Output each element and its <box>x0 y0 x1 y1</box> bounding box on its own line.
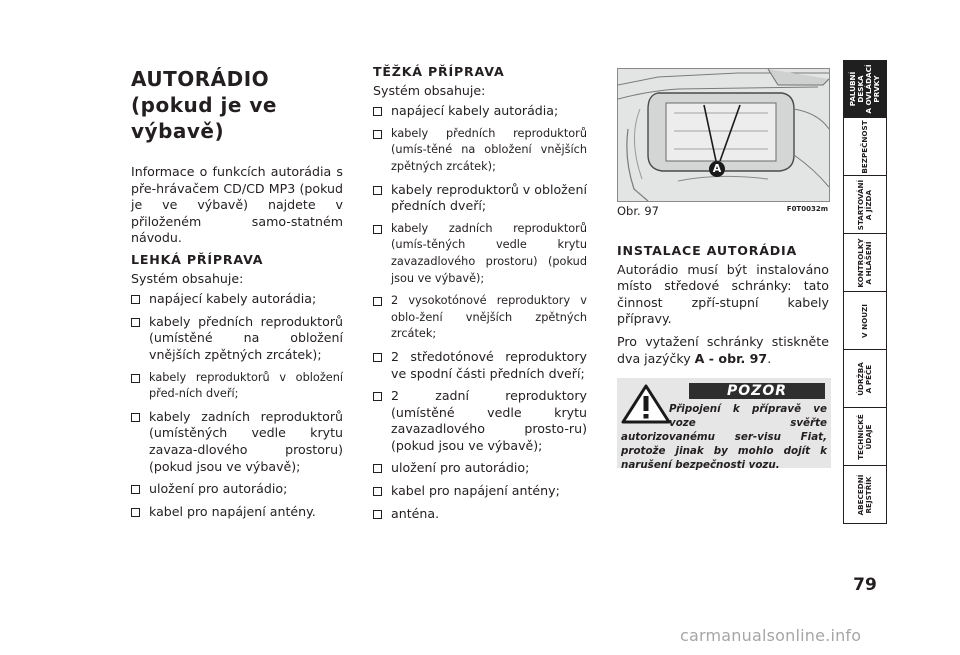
watermark: carmanualsonline.info <box>680 626 862 645</box>
list-item: kabel pro napájení antény; <box>373 483 587 500</box>
installation-paragraph-2: Pro vytažení schránky stiskněte dva jazýčky A - obr. 97. <box>617 333 829 366</box>
list-item: 2 zadní reproduktory (umístěné vedle krytu zavazadlového prosto-ru) (pokud jsou ve výbavě); <box>373 388 587 454</box>
bullet-list-light <box>131 291 343 520</box>
installation-section <box>617 243 829 367</box>
tab-emergency[interactable]: V NOUZI <box>843 292 887 350</box>
figure-number: Obr. 97 <box>617 204 659 218</box>
list-item: kabely zadních reproduktorů (umístěných vedle krytu zavaza-dlového prostoru) (pokud jsou ve výbavě); <box>131 409 343 475</box>
list-item: 2 středotónové reproduktory ve spodní části předních dveří; <box>373 349 587 382</box>
checkbox-bullet-icon <box>373 353 382 362</box>
checkbox-bullet-icon <box>373 510 382 519</box>
column-left <box>131 64 343 526</box>
figure-dashboard-illustration <box>617 68 830 202</box>
column-middle <box>373 64 587 528</box>
checkbox-bullet-icon <box>373 464 382 473</box>
tab-dashboard-controls[interactable]: PALUBNÍ DESKA A OVLÁDACÍ PRVKY <box>843 60 887 118</box>
warning-title: POZOR <box>689 383 825 399</box>
dashboard-drawing <box>618 69 829 201</box>
list-item: napájecí kabely autorádia; <box>373 103 587 120</box>
checkbox-bullet-icon <box>131 485 140 494</box>
tab-maintenance[interactable]: ÚDRŽBA A PÉČE <box>843 350 887 408</box>
checkbox-bullet-icon <box>373 186 382 195</box>
figure-caption <box>617 204 830 218</box>
bullet-list-heavy <box>373 103 587 522</box>
checkbox-bullet-icon <box>131 508 140 517</box>
heading-installation: INSTALACE AUTORÁDIA <box>617 243 798 258</box>
checkbox-bullet-icon <box>131 295 140 304</box>
list-item: kabely reproduktorů v obložení před-ních dveří; <box>131 370 343 403</box>
title-line-2: (pokud je ve výbavě) <box>131 93 277 143</box>
figure-callout-label: A <box>712 162 722 175</box>
checkbox-bullet-icon <box>373 107 382 116</box>
warning-text: Připojení k přípravě ve voze svěřte autorizovanému ser-visu Fiat, protože jinak by mohlo dojít k narušení bezpečnosti vozu. <box>621 403 827 471</box>
checkbox-bullet-icon <box>373 392 382 401</box>
tab-starting-driving[interactable]: STARTOVÁNÍ A JÍZDA <box>843 176 887 234</box>
tab-warning-lights[interactable]: KONTROLKY A HLÁŠENÍ <box>843 234 887 292</box>
checkbox-bullet-icon <box>373 130 382 139</box>
checkbox-bullet-icon <box>373 487 382 496</box>
list-item: 2 vysokotónové reproduktory v oblo-žení vnějších zpětných zrcátek; <box>373 293 587 343</box>
tab-safety[interactable]: BEZPEČNOST <box>843 118 887 176</box>
list-item: uložení pro autorádio; <box>373 460 587 477</box>
list-item: kabely předních reproduktorů (umístěné na obložení vnějších zpětných zrcátek); <box>131 314 343 364</box>
list-item: kabel pro napájení antény. <box>131 504 343 521</box>
figure-code: F0T0032m <box>786 205 828 213</box>
list-item: napájecí kabely autorádia; <box>131 291 343 308</box>
chapter-sidebar <box>843 60 887 524</box>
tab-technical-data[interactable]: TECHNICKÉ ÚDAJE <box>843 408 887 466</box>
heading-light-prep: LEHKÁ PŘÍPRAVA <box>131 251 264 267</box>
checkbox-bullet-icon <box>373 225 382 234</box>
intro-paragraph: Informace o funkcích autorádia s pře-hrávačem CD/CD MP3 (pokud je ve výbavě) najdete v přiloženém samo-statném návodu. <box>131 164 343 246</box>
page-number: 79 <box>853 575 877 595</box>
warning-box <box>617 378 831 471</box>
checkbox-bullet-icon <box>131 318 140 327</box>
list-item: kabely reproduktorů v obložení předních dveří; <box>373 182 587 215</box>
lead-text: Systém obsahuje: <box>373 82 486 98</box>
list-item: uložení pro autorádio; <box>131 481 343 498</box>
title-line-1: AUTORÁDIO <box>131 67 270 91</box>
lead-text: Systém obsahuje: <box>131 270 244 286</box>
checkbox-bullet-icon <box>131 413 140 422</box>
section-title <box>131 66 343 144</box>
list-item: kabely zadních reproduktorů (umís-těných vedle krytu zavazadlového prostoru) (pokud jsou ve výbavě); <box>373 221 587 287</box>
list-item: anténa. <box>373 506 587 523</box>
list-item: kabely předních reproduktorů (umís-těné na obložení vnějších zpětných zrcátek); <box>373 126 587 176</box>
figure-reference: A - obr. 97 <box>694 350 768 366</box>
installation-paragraph-1: Autorádio musí být instalováno místo středové schránky: tato činnost zpří-stupní kabely přípravy. <box>617 261 829 327</box>
checkbox-bullet-icon <box>131 374 140 383</box>
checkbox-bullet-icon <box>373 297 382 306</box>
tab-index[interactable]: ABECEDNÍ REJSTŘÍK <box>843 466 887 524</box>
heading-heavy-prep: TĚŽKÁ PŘÍPRAVA <box>373 64 505 79</box>
